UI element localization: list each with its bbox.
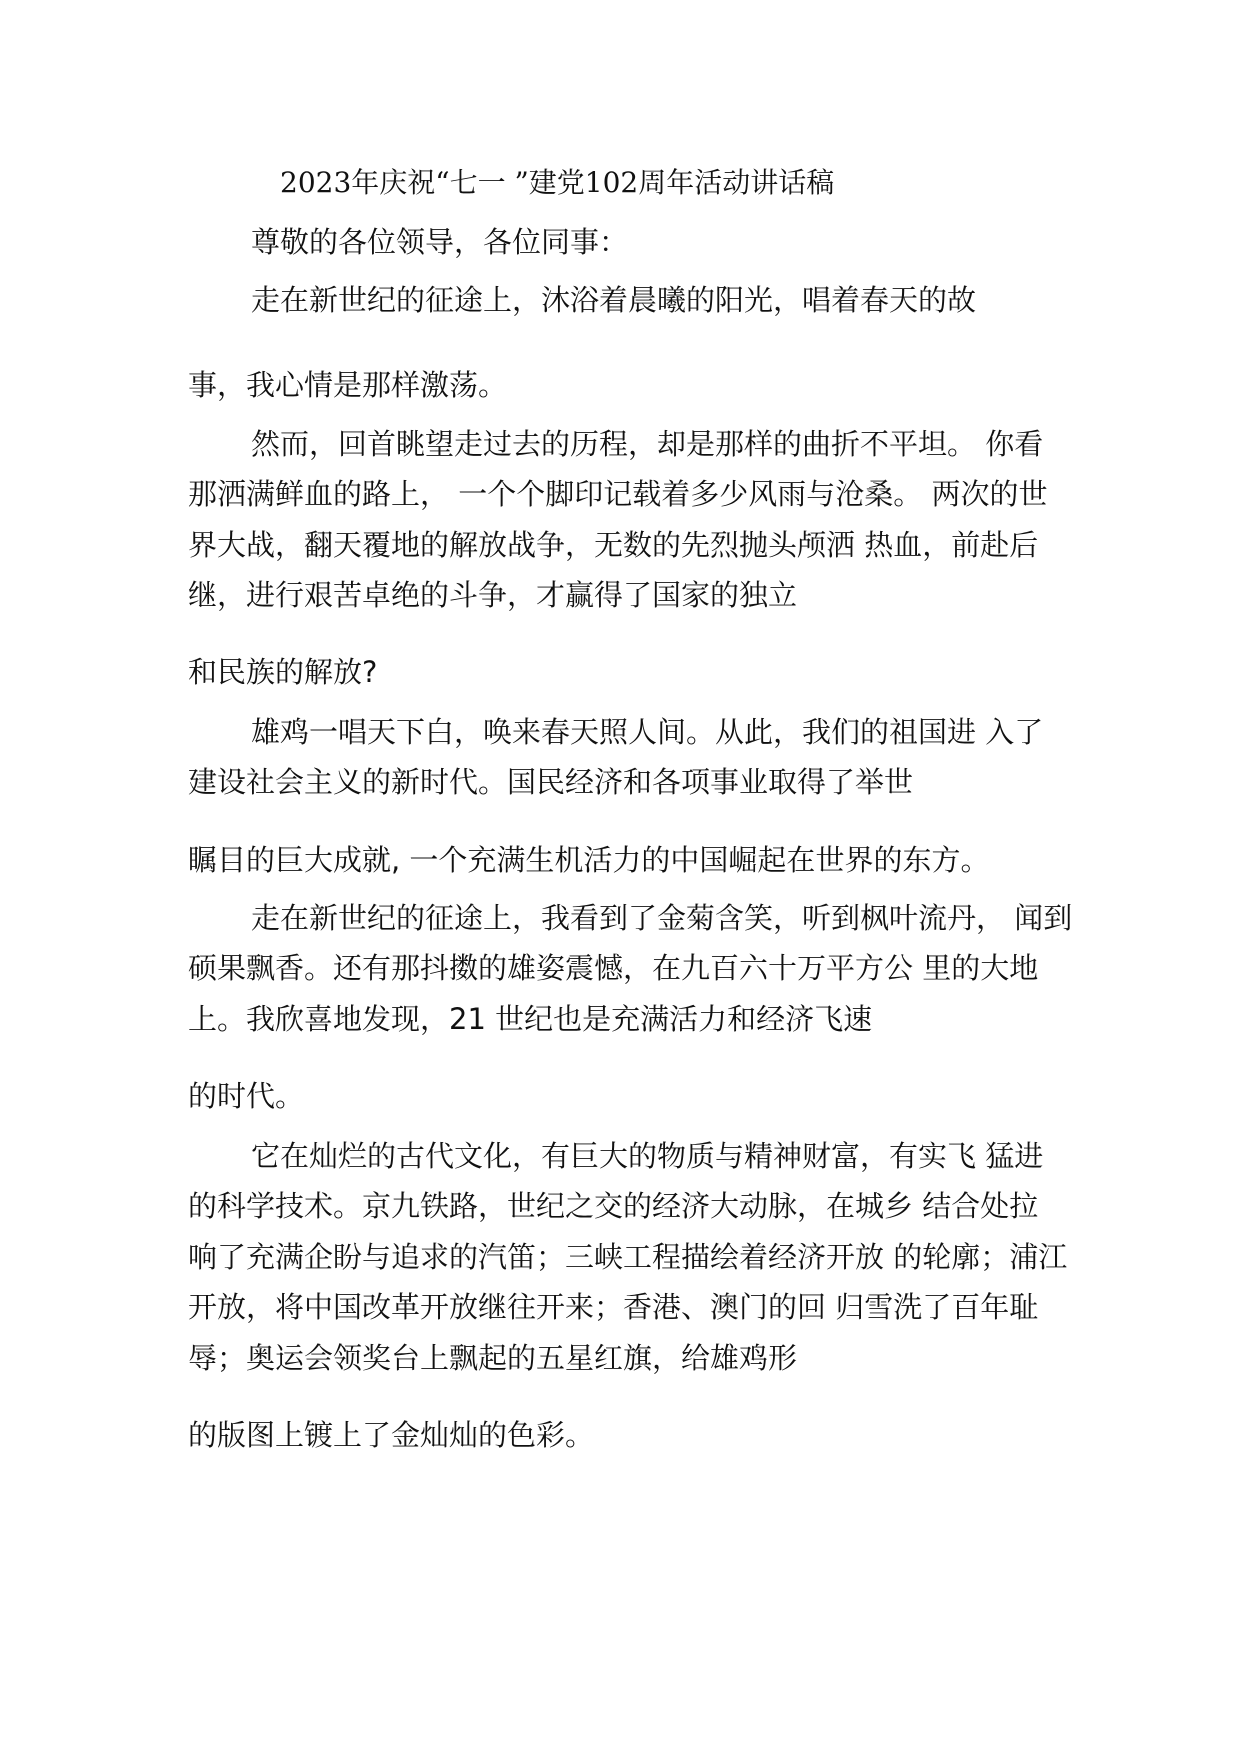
paragraph-line: 它在灿烂的古代文化，有巨大的物质与精神财富，有实飞 猛进	[251, 1139, 1044, 1173]
paragraph-line: 瞩目的巨大成就, 一个充满生机活力的中国崛起在世界的东方。	[188, 843, 990, 877]
paragraph-line: 走在新世纪的征途上，我看到了金菊含笑，听到枫叶流丹， 闻到	[251, 901, 1073, 935]
paragraph-line: 辱；奥运会领奖台上飘起的五星红旗，给雄鸡形	[188, 1341, 798, 1375]
paragraph-line: 然而，回首眺望走过去的历程，却是那样的曲折不平坦。 你看	[251, 427, 1044, 461]
paragraph-line: 上。我欣喜地发现，21 世纪也是充满活力和经济飞速	[188, 1002, 873, 1036]
paragraph-line: 响了充满企盼与追求的汽笛；三峡工程描绘着经济开放 的轮廓；浦江	[188, 1240, 1068, 1274]
paragraph-line: 建设社会主义的新时代。国民经济和各项事业取得了举世	[188, 765, 914, 799]
paragraph-line: 那洒满鲜血的路上， 一个个脚印记载着多少风雨与沧桑。 两次的世	[188, 477, 1048, 511]
paragraph-line: 的科学技术。京九铁路，世纪之交的经济大动脉，在城乡 结合处拉	[188, 1189, 1039, 1223]
paragraph-line: 走在新世纪的征途上，沐浴着晨曦的阳光，唱着春天的故	[251, 283, 977, 317]
paragraph-line: 雄鸡一唱天下白，唤来春天照人间。从此，我们的祖国进 入了	[251, 715, 1044, 749]
paragraph-line: 继，进行艰苦卓绝的斗争，才赢得了国家的独立	[188, 578, 798, 612]
paragraph-line: 和民族的解放?	[188, 655, 378, 689]
paragraph-line: 事，我心情是那样激荡。	[188, 368, 508, 402]
paragraph-line: 界大战，翻天覆地的解放战争，无数的先烈抛头颅洒 热血，前赴后	[188, 528, 1039, 562]
paragraph-line: 的版图上镀上了金灿灿的色彩。	[188, 1418, 595, 1452]
salutation-line: 尊敬的各位领导，各位同事：	[251, 225, 629, 259]
document-title: 2023年庆祝“七一 ”建党102周年活动讲话稿	[280, 166, 835, 199]
paragraph-line: 的时代。	[188, 1079, 305, 1113]
paragraph-line: 开放，将中国改革开放继往开来；香港、澳门的回 归雪洗了百年耻	[188, 1290, 1039, 1324]
paragraph-line: 硕果飘香。还有那抖擞的雄姿震憾，在九百六十万平方公 里的大地	[188, 951, 1039, 985]
